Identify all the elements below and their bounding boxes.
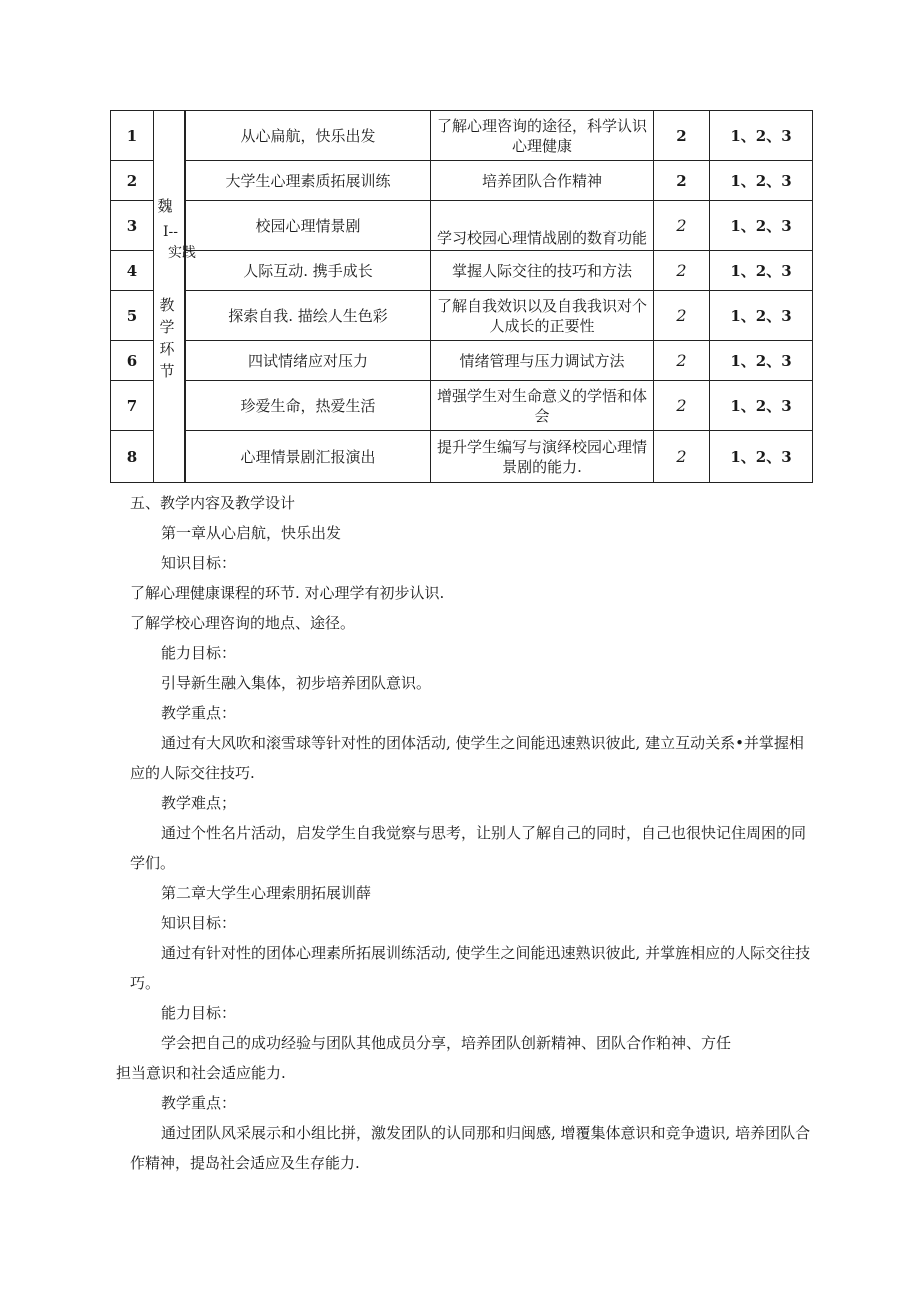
subheading: 教学难点； xyxy=(161,794,237,812)
table-row xyxy=(111,201,813,251)
category-label-part1: 魏 xyxy=(157,197,173,215)
objectives-cell: 1、2、3 xyxy=(710,381,813,431)
category-label-char: 节 xyxy=(159,362,175,380)
subheading: 能力目标： xyxy=(161,1004,237,1022)
objectives-cell: 1、2、3 xyxy=(710,341,813,381)
goal-cell: 了解心理咨询的途径，科学认识心理健康 xyxy=(431,111,654,161)
section-heading: 五、教学内容及教学设计 xyxy=(130,494,296,512)
chapter-title: 第二章大学生心理索朋拓展训薛 xyxy=(161,884,372,902)
topic-cell: 人际互动. 携手成长 xyxy=(186,251,431,291)
paragraph: 引导新生融入集体，初步培养团队意识。 xyxy=(161,674,432,692)
subheading: 能力目标： xyxy=(161,644,237,662)
goal-cell: 增强学生对生命意义的学悟和体会 xyxy=(431,381,654,431)
topic-cell: 心理情景剧汇报演出 xyxy=(186,431,431,483)
paragraph: 通过团队风采展示和小组比拼，激发团队的认同那和归闽感, 增覆集体意识和竞争遗识, 培养团队合作精神，提岛社会适应及生存能力. xyxy=(130,1124,811,1172)
objectives-cell: 1、2、3 xyxy=(710,431,813,483)
row-number: 2 xyxy=(111,161,154,201)
table-row xyxy=(111,291,813,341)
topic-cell: 从心扁航，快乐出发 xyxy=(186,111,431,161)
topic-cell: 四试情绪应对压力 xyxy=(186,341,431,381)
hours-cell: 2 xyxy=(654,111,710,161)
row-number: 3 xyxy=(111,201,154,251)
goal-cell: 培养团队合作精神 xyxy=(431,161,654,201)
paragraph: 了解学校心理咨询的地点、途径。 xyxy=(130,614,356,632)
goal-cell: 了解自我效识以及自我我识对个人成长的正要性 xyxy=(431,291,654,341)
table-row xyxy=(111,431,813,483)
topic-cell: 校园心理情景剧 xyxy=(186,201,431,251)
topic-cell: 探索自我. 描绘人生色彩 xyxy=(186,291,431,341)
table-row xyxy=(111,251,813,291)
table-row xyxy=(111,381,813,431)
category-cell xyxy=(154,111,196,483)
paragraph: 通过个性名片活动，启发学生自我觉察与思考，让别人了解自己的同时，自己也很快记住周困的同学们。 xyxy=(130,824,807,872)
objectives-cell: 1、2、3 xyxy=(710,201,813,251)
hours-cell: 2 xyxy=(654,161,710,201)
hours-cell: 2 xyxy=(654,201,710,251)
hours-cell: 2 xyxy=(654,341,710,381)
row-number: 1 xyxy=(111,111,154,161)
row-number: 8 xyxy=(111,431,154,483)
subheading: 知识目标： xyxy=(161,914,237,932)
table-row xyxy=(111,111,813,161)
objectives-cell: 1、2、3 xyxy=(710,161,813,201)
subheading: 教学重点： xyxy=(161,704,237,722)
row-number: 7 xyxy=(111,381,154,431)
topic-cell: 大学生心理素质拓展训练 xyxy=(186,161,431,201)
row-number: 5 xyxy=(111,291,154,341)
course-plan-table xyxy=(110,110,813,483)
topic-cell: 珍爱生命，热爱生活 xyxy=(186,381,431,431)
table-row xyxy=(111,161,813,201)
goal-cell: 提升学生编写与演绎校园心理情景剧的能力. xyxy=(431,431,654,483)
paragraph: 担当意识和社会适应能力. xyxy=(116,1064,286,1082)
subheading: 知识目标： xyxy=(161,554,237,572)
paragraph: 了解心理健康课程的环节. 对心理学有初步认识. xyxy=(130,584,445,602)
paragraph: 通过有针对性的团体心理素所拓展训练活动, 使学生之间能迅速熟识彼此, 并掌旌相应的人际交往技巧。 xyxy=(130,944,811,992)
goal-cell: 掌握人际交往的技巧和方法 xyxy=(431,251,654,291)
goal-cell: 学习校园心理情战剧的数育功能 xyxy=(431,201,654,251)
goal-cell: 情绪管理与压力调试方法 xyxy=(431,341,654,381)
paragraph: 学会把自己的成功经验与团队其他成员分享，培养团队创新精神、团队合作粕神、方任 xyxy=(161,1034,732,1052)
chapter-title: 第一章从心启航，快乐出发 xyxy=(161,524,342,542)
objectives-cell: 1、2、3 xyxy=(710,291,813,341)
hours-cell: 2 xyxy=(654,381,710,431)
category-label-part2: I-- xyxy=(163,224,178,240)
section-body xyxy=(116,488,815,1178)
category-label-char: 教 xyxy=(159,296,175,314)
table-row xyxy=(111,341,813,381)
paragraph: 通过有大风吹和滚雪球等针对性的团体活动, 使学生之间能迅速熟识彼此, 建立互动关系•并掌握相应的人际交往技巧. xyxy=(130,734,804,782)
row-number: 4 xyxy=(111,251,154,291)
objectives-cell: 1、2、3 xyxy=(710,111,813,161)
hours-cell: 2 xyxy=(654,431,710,483)
category-label-part3: 实践 xyxy=(168,245,196,261)
hours-cell: 2 xyxy=(654,291,710,341)
category-label-char: 学 xyxy=(159,318,175,336)
subheading: 教学重点： xyxy=(161,1094,237,1112)
category-label-char: 环 xyxy=(159,340,175,358)
objectives-cell: 1、2、3 xyxy=(710,251,813,291)
row-number: 6 xyxy=(111,341,154,381)
hours-cell: 2 xyxy=(654,251,710,291)
